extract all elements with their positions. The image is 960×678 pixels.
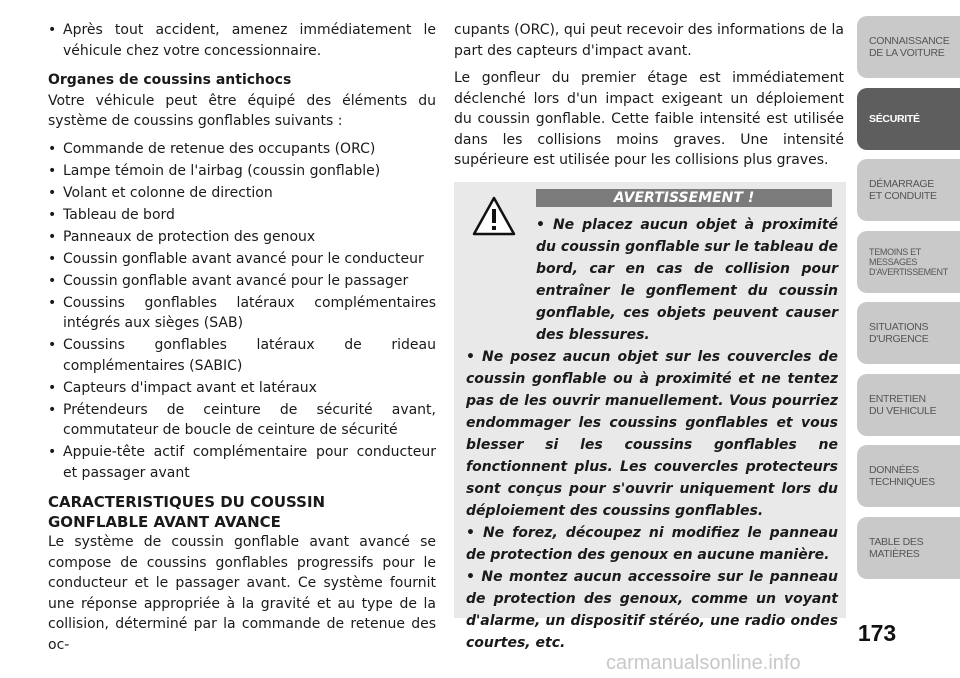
list-item: • Appuie-tête actif complémentaire pour conducteur et passager avant <box>48 442 436 483</box>
tab-label: TABLE DES MATIÈRES <box>869 535 924 560</box>
list-item: • Tableau de bord <box>48 205 436 226</box>
list-item: • Capteurs d'impact avant et latéraux <box>48 378 436 399</box>
list-item: • Coussin gonflable avant avancé pour le conducteur <box>48 249 436 270</box>
tab-label: SITUATIONS D'URGENCE <box>869 321 929 345</box>
list-item: • Panneaux de protection des genoux <box>48 227 436 248</box>
warning-paragraph: • Ne forez, découpez ni modifiez le panneau de protection des genoux en aucune manière. <box>466 525 838 563</box>
right-para2: Le gonfleur du premier étage est immédiatement déclenché lors d'un impact exigeant un déploiement du coussin gonflable. Cette faible intensité est utilisée dans les collisions moins graves. Une intensité supérieure est utilisée pour les collisions plus graves. <box>454 70 844 168</box>
organs-list <box>48 139 436 484</box>
list-item: • Lampe témoin de l'airbag (coussin gonflable) <box>48 161 436 182</box>
tab-donnees[interactable] <box>857 445 960 507</box>
tab-securite[interactable] <box>857 88 960 150</box>
list-item: • Prétendeurs de ceinture de sécurité avant, commutateur de boucle de ceinture de sécurité <box>48 400 436 441</box>
list-item: • Volant et colonne de direction <box>48 183 436 204</box>
right-column <box>454 20 844 178</box>
tab-demarrage[interactable] <box>857 159 960 221</box>
tab-temoins[interactable] <box>857 231 960 293</box>
tab-connaissance[interactable] <box>857 16 960 78</box>
warning-paragraph: • Ne montez aucun accessoire sur le panneau de protection des genoux, comme un voyant d'alarme, un dispositif stéréo, une radio ondes courtes, etc. <box>466 569 838 651</box>
warning-title: AVERTISSEMENT ! <box>536 189 832 207</box>
right-para1: cupants (ORC), qui peut recevoir des informations de la part des capteurs d'impact avant. <box>454 22 844 59</box>
section-text: Le système de coussin gonflable avant avancé se compose de coussins gonflables progressifs pour le conducteur et le passager avant. Ce système fournit une réponse appropriée à la gravité et au type de la collision, déterminé par la commande de retenue des oc- <box>48 534 436 653</box>
tab-situations[interactable] <box>857 302 960 364</box>
watermark: carmanualsonline.info <box>606 652 801 674</box>
tab-label: CONNAISSANCE DE LA VOITURE <box>869 35 950 59</box>
section-sidebar <box>857 16 960 588</box>
intro-bullet: • Après tout accident, amenez immédiatement le véhicule chez votre concessionnaire. <box>48 20 436 61</box>
section-heading-line2: GONFLABLE AVANT AVANCE <box>48 513 281 531</box>
tab-label: TEMOINS ET MESSAGES D'AVERTISSEMENT <box>869 246 948 277</box>
warning-paragraph: • Ne placez aucun objet à proximité du coussin gonflable sur le tableau de bord, car en cas de collision pour entraîner le gonflement du coussin gonflable, ces objets peuvent causer des blessures. <box>536 217 838 343</box>
list-item: • Coussins gonflables latéraux de rideau complémentaires (SABIC) <box>48 335 436 376</box>
list-item: • Coussin gonflable avant avancé pour le passager <box>48 271 436 292</box>
list-item: • Commande de retenue des occupants (ORC) <box>48 139 436 160</box>
warning-paragraph: • Ne posez aucun objet sur les couvercles de coussin gonflable ou à proximité et ne tentez pas de les ouvrir manuellement. Vous pourriez endommager les coussins gonflables et vous blesser si les coussins gonflables ne fonctionnent plus. Les couvercles protecteurs sont conçus pour s'ouvrir uniquement lors du déploiement des coussins gonflables. <box>466 349 838 519</box>
organs-heading: Organes de coussins antichocs <box>48 72 292 88</box>
tab-entretien[interactable] <box>857 374 960 436</box>
section-heading-line1: CARACTERISTIQUES DU COUSSIN <box>48 493 326 511</box>
page-number: 173 <box>857 620 897 646</box>
tab-label: DONNÉES TECHNIQUES <box>869 464 935 488</box>
tab-table-des-matieres[interactable] <box>857 517 960 579</box>
left-column <box>48 20 436 662</box>
tab-label: DÉMARRAGE ET CONDUITE <box>869 178 937 202</box>
list-item: • Coussins gonflables latéraux complémentaires intégrés aux sièges (SAB) <box>48 293 436 334</box>
tab-label: ENTRETIEN DU VEHICULE <box>869 392 937 417</box>
organs-intro: Votre véhicule peut être équipé des éléments du système de coussins gonflables suivants : <box>48 92 436 129</box>
warning-box <box>454 182 846 651</box>
warning-body <box>466 214 838 654</box>
tab-label: SÉCURITÉ <box>869 112 920 125</box>
